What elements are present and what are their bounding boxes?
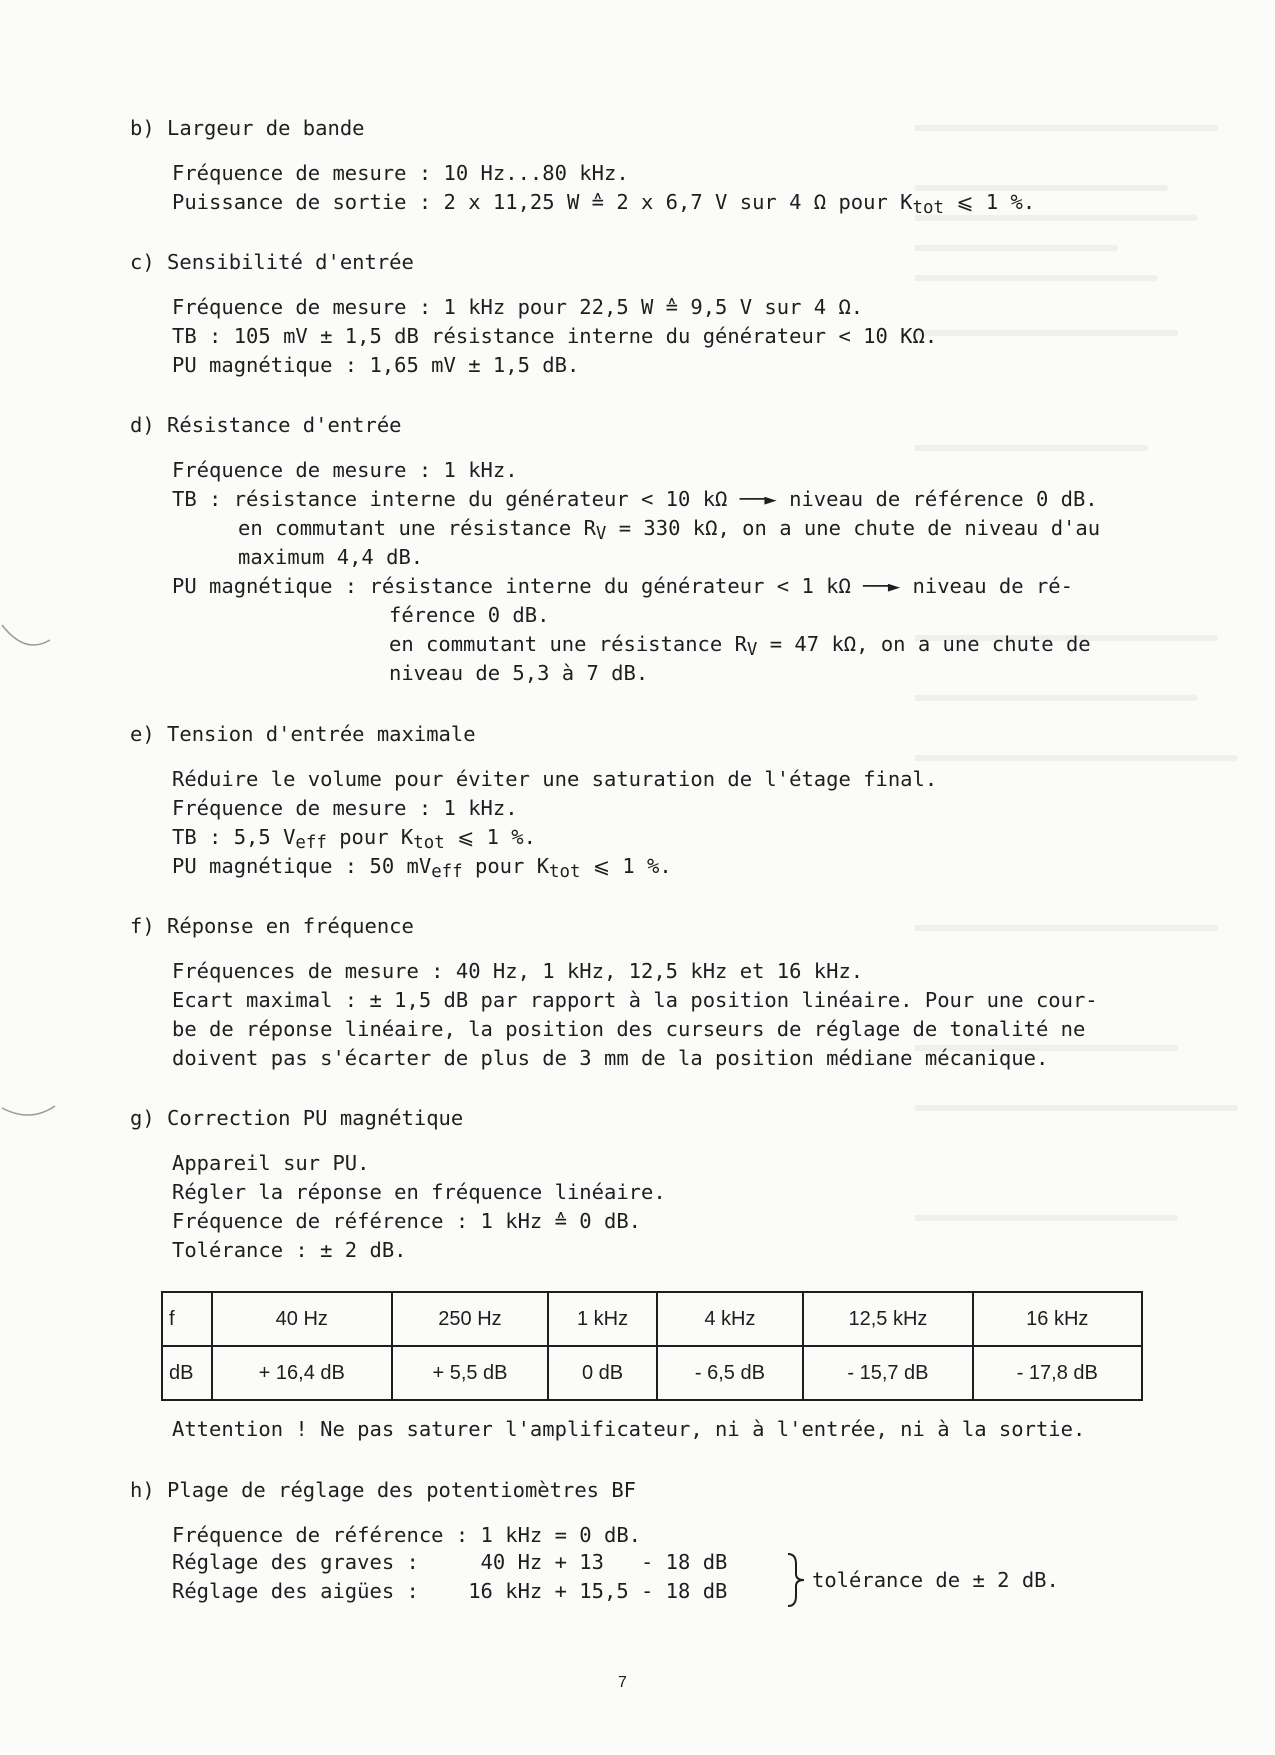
- table-cell: - 15,7 dB: [803, 1346, 972, 1400]
- table-row: [162, 1346, 1142, 1400]
- text-line: [172, 514, 1210, 543]
- text-line: [172, 630, 1210, 659]
- text-line: niveau de 5,3 à 7 dB.: [389, 661, 649, 685]
- subscript: tot: [912, 198, 944, 218]
- text-line: doivent pas s'écarter de plus de 3 mm de la position médiane mécanique.: [172, 1046, 1049, 1070]
- subscript: eff: [295, 833, 327, 853]
- text-line: Fréquence de référence : 1 kHz ≙ 0 dB.: [172, 1209, 641, 1233]
- table-cell: 0 dB: [548, 1346, 656, 1400]
- bass-range-row: Réglage des graves : 40 Hz + 13 - 18 dB: [172, 1550, 728, 1574]
- text-line: Fréquence de mesure : 1 kHz.: [172, 796, 518, 820]
- page-number: 7: [618, 1674, 627, 1691]
- section-d-title: d) Résistance d'entrée: [130, 413, 402, 437]
- subscript: eff: [431, 862, 463, 882]
- text-line: Fréquence de mesure : 1 kHz.: [172, 458, 518, 482]
- section-h-title: h) Plage de réglage des potentiomètres BF: [130, 1478, 637, 1502]
- text-span: Puissance de sortie : 2 x 11,25 W ≙ 2 x 6,7 V sur 4 Ω pour K: [172, 190, 913, 214]
- section-c: [130, 248, 1210, 380]
- section-e-title: e) Tension d'entrée maximale: [130, 722, 476, 746]
- text-line: Appareil sur PU.: [172, 1151, 370, 1175]
- table-cell: dB: [162, 1346, 212, 1400]
- tolerance-note: tolérance de ± 2 dB.: [812, 1568, 1059, 1592]
- text-span: en commutant une résistance R: [238, 516, 596, 540]
- punch-hole-mark: [0, 1088, 60, 1128]
- text-line: Fréquence de référence : 1 kHz = 0 dB.: [172, 1523, 641, 1547]
- text-line: Régler la réponse en fréquence linéaire.: [172, 1180, 666, 1204]
- text-line: Réduire le volume pour éviter une saturation de l'étage final.: [172, 767, 938, 791]
- text-line: Fréquence de mesure : 10 Hz...80 kHz.: [172, 161, 629, 185]
- text-span: ⩽ 1 %.: [943, 190, 1036, 214]
- table-cell: + 5,5 dB: [392, 1346, 549, 1400]
- text-line: Tolérance : ± 2 dB.: [172, 1238, 407, 1262]
- section-b: [130, 114, 1210, 217]
- treble-range-row: Réglage des aigües : 16 kHz + 15,5 - 18 dB: [172, 1579, 728, 1603]
- section-h: [130, 1476, 1210, 1550]
- subscript: V: [746, 640, 758, 660]
- text-line: férence 0 dB.: [389, 603, 550, 627]
- text-line: Ecart maximal : ± 1,5 dB par rapport à la position linéaire. Pour une cour-: [172, 988, 1098, 1012]
- subscript: tot: [413, 833, 445, 853]
- text-line: Fréquences de mesure : 40 Hz, 1 kHz, 12,5 kHz et 16 kHz.: [172, 959, 864, 983]
- tone-range-rows: [172, 1548, 727, 1606]
- text-span: = 47 kΩ, on a une chute de: [757, 632, 1091, 656]
- table-cell: 250 Hz: [392, 1292, 549, 1346]
- table-cell: 12,5 kHz: [803, 1292, 972, 1346]
- frequency-correction-table: [161, 1291, 1143, 1401]
- table-cell: 40 Hz: [212, 1292, 392, 1346]
- text-line: [172, 852, 1210, 881]
- section-f-title: f) Réponse en fréquence: [130, 914, 414, 938]
- table-cell: 16 kHz: [973, 1292, 1142, 1346]
- table-cell: - 6,5 dB: [657, 1346, 804, 1400]
- text-line: PU magnétique : résistance interne du générateur < 1 kΩ ──► niveau de ré-: [172, 574, 1073, 598]
- right-brace-icon: [784, 1550, 814, 1610]
- table-cell: f: [162, 1292, 212, 1346]
- text-line: Fréquence de mesure : 1 kHz pour 22,5 W ≙ 9,5 V sur 4 Ω.: [172, 295, 864, 319]
- text-span: ⩽ 1 %.: [580, 854, 672, 878]
- text-span: TB : 5,5 V: [172, 825, 296, 849]
- section-f: [130, 912, 1210, 1073]
- text-line: PU magnétique : 1,65 mV ± 1,5 dB.: [172, 353, 580, 377]
- text-span: PU magnétique : 50 mV: [172, 854, 432, 878]
- section-c-title: c) Sensibilité d'entrée: [130, 250, 414, 274]
- section-g: [130, 1104, 1210, 1265]
- text-line: [172, 823, 1210, 852]
- text-span: pour K: [462, 854, 550, 878]
- subscript: V: [595, 524, 607, 544]
- punch-hole-mark: [0, 615, 60, 655]
- table-cell: + 16,4 dB: [212, 1346, 392, 1400]
- text-line: [172, 188, 1210, 217]
- section-e: [130, 720, 1210, 881]
- text-line: maximum 4,4 dB.: [238, 545, 424, 569]
- text-span: = 330 kΩ, on a une chute de niveau d'au: [606, 516, 1101, 540]
- table-cell: 4 kHz: [657, 1292, 804, 1346]
- text-span: ⩽ 1 %.: [444, 825, 536, 849]
- table-row: [162, 1292, 1142, 1346]
- subscript: tot: [549, 862, 581, 882]
- text-line: TB : résistance interne du générateur < 10 kΩ ──► niveau de référence 0 dB.: [172, 487, 1098, 511]
- table-cell: 1 kHz: [548, 1292, 656, 1346]
- table-cell: - 17,8 dB: [973, 1346, 1142, 1400]
- section-b-title: b) Largeur de bande: [130, 116, 365, 140]
- attention-note: Attention ! Ne pas saturer l'amplificateur, ni à l'entrée, ni à la sortie.: [172, 1417, 1086, 1441]
- text-span: en commutant une résistance R: [389, 632, 747, 656]
- text-line: TB : 105 mV ± 1,5 dB résistance interne du générateur < 10 KΩ.: [172, 324, 938, 348]
- section-d: [130, 411, 1210, 688]
- section-g-title: g) Correction PU magnétique: [130, 1106, 464, 1130]
- text-span: pour K: [326, 825, 414, 849]
- text-line: be de réponse linéaire, la position des curseurs de réglage de tonalité ne: [172, 1017, 1086, 1041]
